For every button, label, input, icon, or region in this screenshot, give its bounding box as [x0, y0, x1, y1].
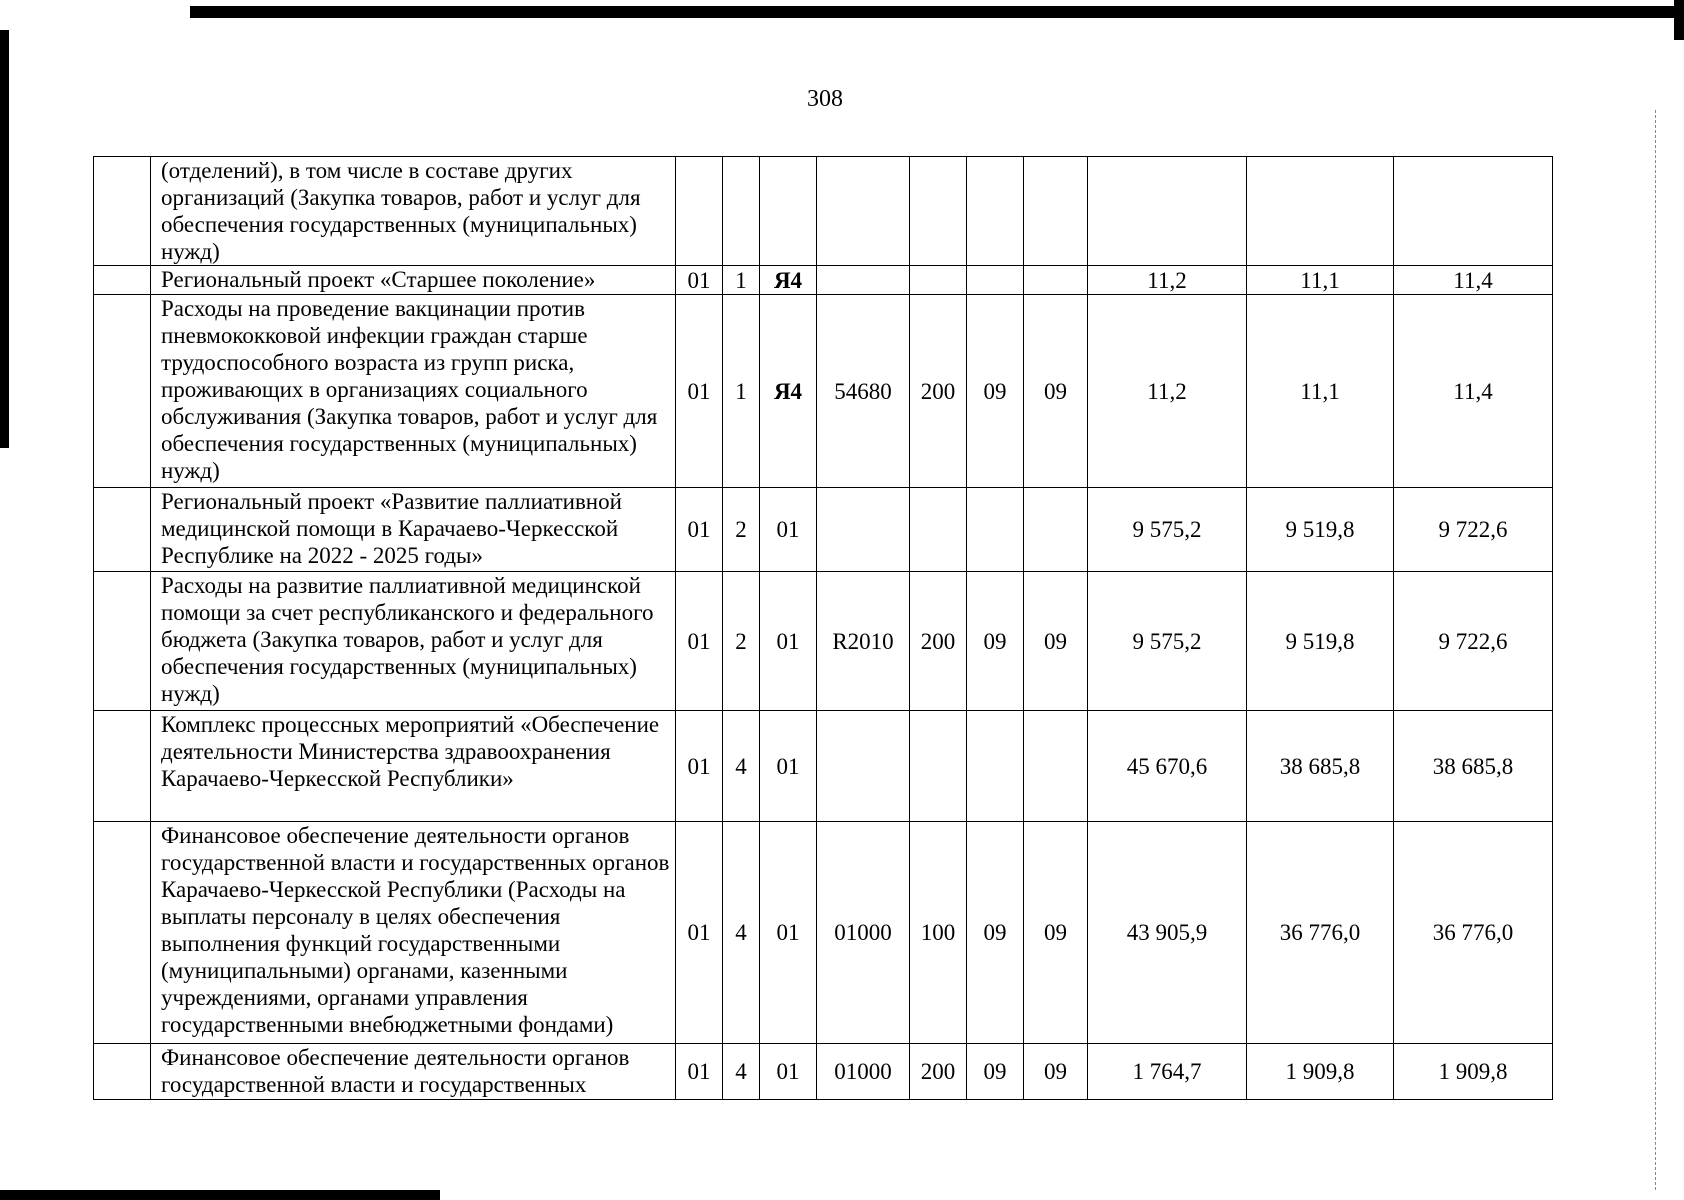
- table-row: [94, 1044, 1553, 1100]
- code-cell: 01: [676, 266, 723, 295]
- amount-cell: 11,4: [1394, 266, 1553, 295]
- row-index-cell: [94, 266, 151, 295]
- scan-faint-line: [1655, 110, 1657, 1190]
- row-name: Финансовое обеспечение деятельности органов государственной власти и государственных органов Карачаево-Черкесской Республики (Расходы на выплаты персоналу в целях обеспечения выполнения функций государственными (муниципальными) органами, казенными учреждениями, органами управления государственными внебюджетными фондами): [151, 822, 676, 1044]
- amount-cell: 38 685,8: [1247, 711, 1394, 822]
- code-cell: 01: [676, 295, 723, 488]
- code-cell: [760, 157, 817, 266]
- scan-border-top: [190, 6, 1684, 18]
- amount-cell: 9 519,8: [1247, 488, 1394, 572]
- code-cell: 2: [723, 572, 760, 711]
- scan-border-bottom: [0, 1190, 440, 1200]
- amount-cell: 11,1: [1247, 295, 1394, 488]
- row-name: Комплекс процессных мероприятий «Обеспечение деятельности Министерства здравоохранения Карачаево-Черкесской Республики»: [151, 711, 676, 822]
- amount-cell: 9 575,2: [1088, 488, 1247, 572]
- amount-cell: 9 519,8: [1247, 572, 1394, 711]
- row-index-cell: [94, 295, 151, 488]
- row-index-cell: [94, 711, 151, 822]
- code-cell: 1: [723, 295, 760, 488]
- code-cell: [676, 157, 723, 266]
- table-row: [94, 572, 1553, 711]
- code-cell: 09: [967, 822, 1024, 1044]
- code-cell: 1: [723, 266, 760, 295]
- row-name: Расходы на проведение вакцинации против пневмококковой инфекции граждан старше трудоспособного возраста из групп риска, проживающих в организациях социального обслуживания (Закупка товаров, работ и услуг для обеспечения государственных (муниципальных) нужд): [151, 295, 676, 488]
- code-cell: 01: [676, 822, 723, 1044]
- code-cell: [910, 266, 967, 295]
- code-cell: [967, 157, 1024, 266]
- code-cell: 09: [967, 1044, 1024, 1100]
- code-cell: [723, 157, 760, 266]
- code-cell: Я4: [760, 266, 817, 295]
- amount-cell: 9 722,6: [1394, 572, 1553, 711]
- code-cell: 4: [723, 1044, 760, 1100]
- row-index-cell: [94, 572, 151, 711]
- table-row: [94, 711, 1553, 822]
- amount-cell: 43 905,9: [1088, 822, 1247, 1044]
- amount-cell: 1 909,8: [1394, 1044, 1553, 1100]
- amount-cell: [1247, 157, 1394, 266]
- amount-cell: 9 722,6: [1394, 488, 1553, 572]
- code-cell: 2: [723, 488, 760, 572]
- row-name: Расходы на развитие паллиативной медицинской помощи за счет республиканского и федерального бюджета (Закупка товаров, работ и услуг для обеспечения государственных (муниципальных) нужд): [151, 572, 676, 711]
- code-cell: 01000: [817, 1044, 910, 1100]
- table-row: [94, 266, 1553, 295]
- row-name: (отделений), в том числе в составе других организаций (Закупка товаров, работ и услуг для обеспечения государственных (муниципальных) нужд): [151, 157, 676, 266]
- code-cell: [910, 711, 967, 822]
- code-cell: 4: [723, 822, 760, 1044]
- code-cell: [817, 157, 910, 266]
- amount-cell: 11,4: [1394, 295, 1553, 488]
- page-number: 308: [807, 86, 843, 112]
- code-cell: 01: [760, 1044, 817, 1100]
- code-cell: [1024, 488, 1088, 572]
- code-cell: [1024, 266, 1088, 295]
- code-cell: [817, 266, 910, 295]
- code-cell: 09: [1024, 295, 1088, 488]
- amount-cell: 1 909,8: [1247, 1044, 1394, 1100]
- code-cell: [967, 711, 1024, 822]
- code-cell: 01: [760, 822, 817, 1044]
- code-cell: 01000: [817, 822, 910, 1044]
- code-cell: [1024, 711, 1088, 822]
- code-cell: 01: [760, 572, 817, 711]
- amount-cell: 1 764,7: [1088, 1044, 1247, 1100]
- row-name: Региональный проект «Старшее поколение»: [151, 266, 676, 295]
- code-cell: 09: [1024, 822, 1088, 1044]
- code-cell: [910, 157, 967, 266]
- amount-cell: 36 776,0: [1247, 822, 1394, 1044]
- code-cell: 01: [676, 711, 723, 822]
- code-cell: 09: [967, 295, 1024, 488]
- code-cell: 09: [1024, 572, 1088, 711]
- code-cell: [1024, 157, 1088, 266]
- table-row: [94, 822, 1553, 1044]
- code-cell: [967, 488, 1024, 572]
- amount-cell: 11,2: [1088, 295, 1247, 488]
- code-cell: 200: [910, 572, 967, 711]
- code-cell: [817, 711, 910, 822]
- row-index-cell: [94, 157, 151, 266]
- amount-cell: 11,1: [1247, 266, 1394, 295]
- code-cell: 4: [723, 711, 760, 822]
- code-cell: 01: [760, 488, 817, 572]
- code-cell: [910, 488, 967, 572]
- code-cell: [817, 488, 910, 572]
- scan-border-right: [1674, 0, 1684, 40]
- code-cell: 01: [676, 1044, 723, 1100]
- amount-cell: [1394, 157, 1553, 266]
- row-name: Региональный проект «Развитие паллиативной медицинской помощи в Карачаево-Черкесской Республике на 2022 - 2025 годы»: [151, 488, 676, 572]
- code-cell: 01: [676, 488, 723, 572]
- code-cell: 200: [910, 1044, 967, 1100]
- code-cell: 09: [1024, 1044, 1088, 1100]
- code-cell: Я4: [760, 295, 817, 488]
- budget-table: [93, 156, 1553, 1100]
- row-index-cell: [94, 1044, 151, 1100]
- code-cell: 100: [910, 822, 967, 1044]
- code-cell: 09: [967, 572, 1024, 711]
- row-index-cell: [94, 822, 151, 1044]
- amount-cell: 9 575,2: [1088, 572, 1247, 711]
- code-cell: 54680: [817, 295, 910, 488]
- code-cell: R2010: [817, 572, 910, 711]
- amount-cell: [1088, 157, 1247, 266]
- row-index-cell: [94, 488, 151, 572]
- code-cell: 01: [760, 711, 817, 822]
- amount-cell: 38 685,8: [1394, 711, 1553, 822]
- code-cell: [967, 266, 1024, 295]
- table-row: [94, 488, 1553, 572]
- amount-cell: 36 776,0: [1394, 822, 1553, 1044]
- row-name: Финансовое обеспечение деятельности органов государственной власти и государственных: [151, 1044, 676, 1100]
- amount-cell: 45 670,6: [1088, 711, 1247, 822]
- amount-cell: 11,2: [1088, 266, 1247, 295]
- table-row: [94, 157, 1553, 266]
- code-cell: 200: [910, 295, 967, 488]
- code-cell: 01: [676, 572, 723, 711]
- table-row: [94, 295, 1553, 488]
